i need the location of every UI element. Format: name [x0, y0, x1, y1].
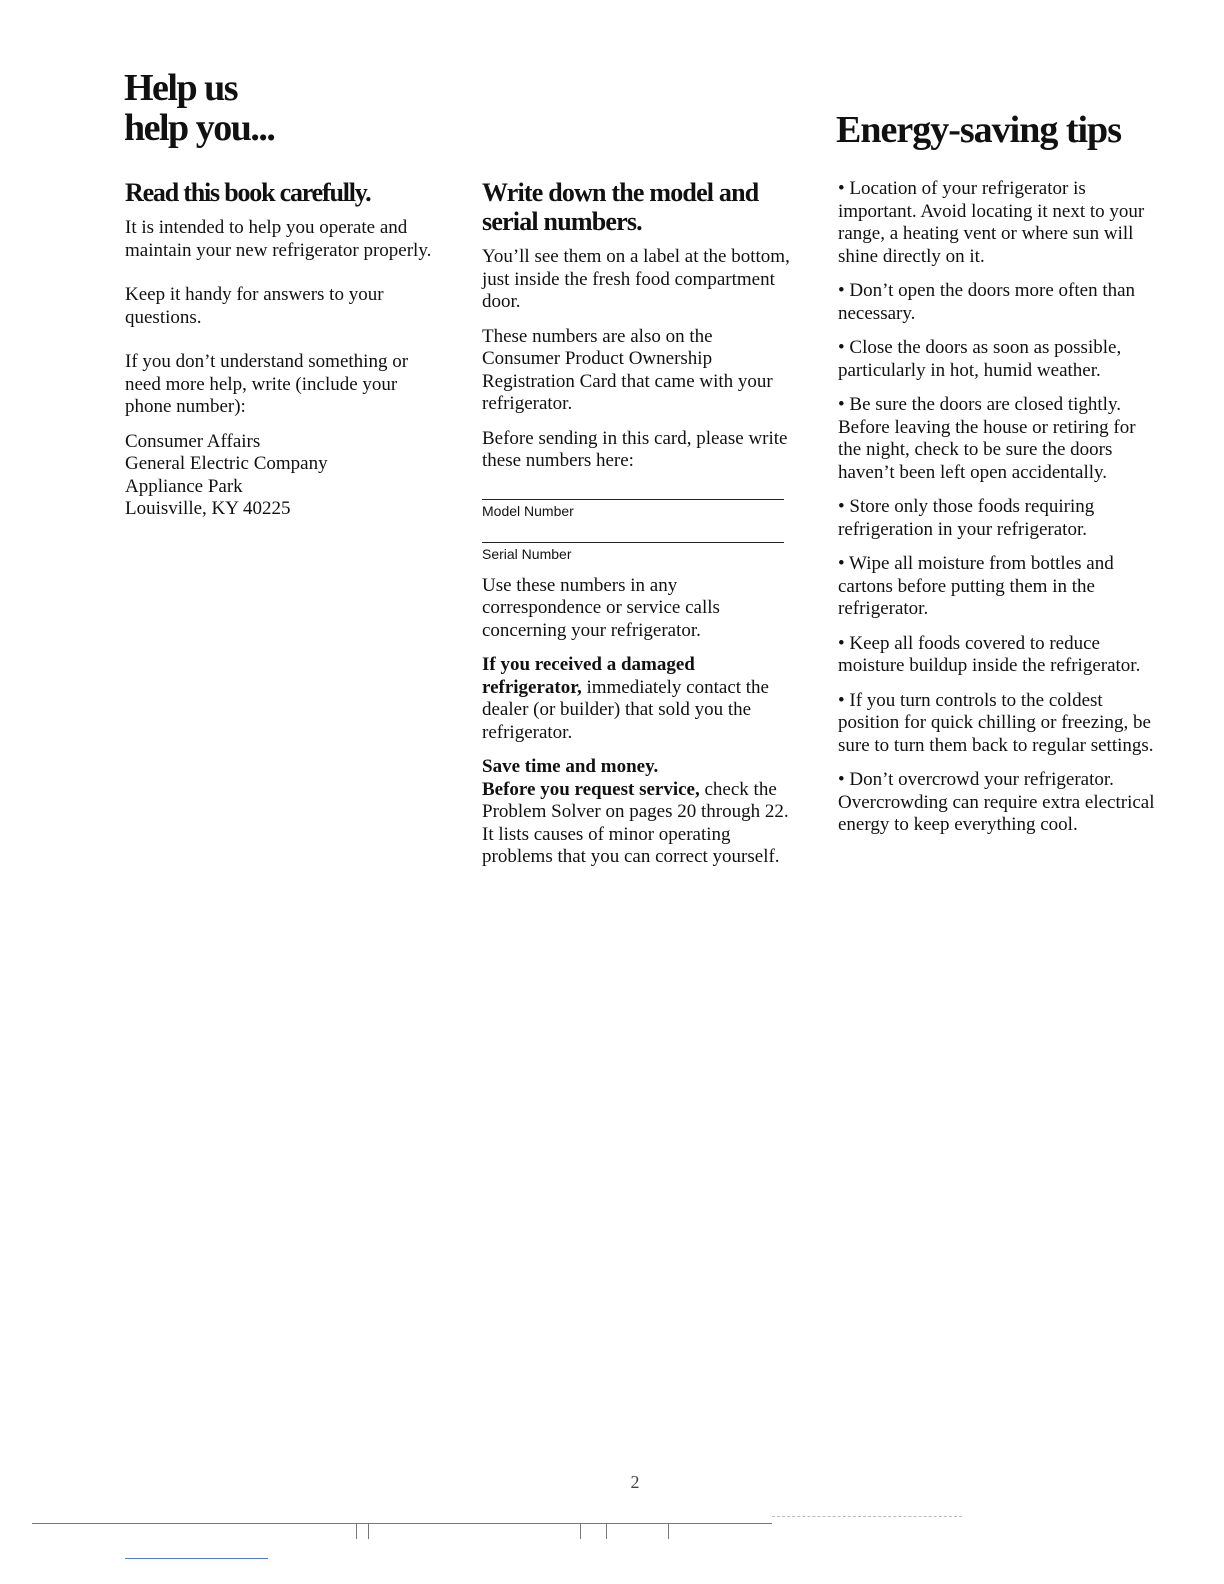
address-line: Consumer Affairs: [125, 430, 261, 452]
save-time-paragraph: [482, 756, 792, 869]
tip-item: • Store only those foods requiring refrigeration in your refrigerator.: [838, 496, 1095, 540]
save-time-heading: Save time and money.: [482, 756, 659, 777]
scan-tick-mark: [668, 1523, 669, 1539]
keep-handy-paragraph: Keep it handy for answers to your questions.: [125, 284, 384, 328]
label-location-paragraph: You’ll see them on a label at the bottom, just inside the fresh food compartment door.: [482, 246, 790, 312]
model-number-field[interactable]: Model Number: [482, 499, 784, 520]
tip-item: • If you turn controls to the coldest position for quick chilling or freezing, be sure to turn them back to regular settings.: [838, 689, 1154, 756]
read-book-heading: Read this book carefully.: [125, 178, 371, 207]
energy-tips-title: Energy-saving tips: [836, 109, 1121, 151]
intended-paragraph: It is intended to help you operate and maintain your new refrigerator properly.: [125, 217, 432, 261]
read-book-section: [125, 178, 440, 521]
energy-tips-list: [838, 178, 1158, 849]
before-service-text: check the Problem Solver on pages 20 through 22. It lists causes of minor operating problems that you can correct yourself.: [482, 778, 789, 867]
scan-tick-mark: [606, 1523, 607, 1539]
scan-tick-mark: [368, 1523, 369, 1539]
model-serial-heading: Write down the model and serial numbers.: [482, 178, 759, 236]
tip-item: • Keep all foods covered to reduce moisture buildup inside the refrigerator.: [838, 632, 1141, 676]
tip-item: • Wipe all moisture from bottles and cartons before putting them in the refrigerator.: [838, 553, 1114, 619]
need-help-paragraph: If you don’t understand something or need more help, write (include your phone number):: [125, 351, 409, 417]
serial-number-field[interactable]: Serial Number: [482, 542, 784, 563]
bottom-divider: [32, 1523, 772, 1524]
tip-item: • Location of your refrigerator is important. Avoid locating it next to your range, a heating vent or where sun will shine directly on it.: [838, 178, 1145, 267]
page-number: 2: [630, 1472, 640, 1492]
address-line: Appliance Park: [125, 475, 243, 497]
damaged-paragraph: [482, 654, 792, 744]
title-line-1: Help us: [124, 67, 238, 109]
mailing-address: [125, 431, 440, 521]
address-line: General Electric Company: [125, 453, 328, 474]
title-line-2: help you...: [124, 107, 275, 149]
tip-item: • Be sure the doors are closed tightly. Before leaving the house or retiring for the night, check to be sure the doors haven’t been left open accidentally.: [838, 394, 1136, 483]
write-numbers-paragraph: Before sending in this card, please write these numbers here:: [482, 427, 788, 471]
tip-item: • Don’t open the doors more often than necessary.: [838, 280, 1136, 324]
page-title: [124, 68, 274, 148]
address-line: Louisville, KY 40225: [125, 498, 291, 519]
damaged-text: immediately contact the dealer (or builder) that sold you the refrigerator.: [482, 676, 769, 743]
before-service-bold: Before you request service,: [482, 778, 700, 800]
scan-tick-mark: [580, 1523, 581, 1539]
bottom-divider-faint: [772, 1516, 962, 1517]
tip-item: • Close the doors as soon as possible, particularly in hot, humid weather.: [838, 337, 1122, 381]
tip-item: • Don’t overcrowd your refrigerator. Overcrowding can require extra electrical energy to keep everything cool.: [838, 769, 1155, 835]
damaged-bold: If you received a damaged refrigerator,: [482, 654, 695, 698]
scan-tick-mark: [356, 1523, 357, 1539]
footer-accent-line: [125, 1558, 268, 1559]
model-serial-section: [482, 178, 792, 881]
use-numbers-paragraph: Use these numbers in any correspondence or service calls concerning your refrigerator.: [482, 574, 720, 641]
registration-card-paragraph: These numbers are also on the Consumer Product Ownership Registration Card that came with your refrigerator.: [482, 325, 773, 414]
